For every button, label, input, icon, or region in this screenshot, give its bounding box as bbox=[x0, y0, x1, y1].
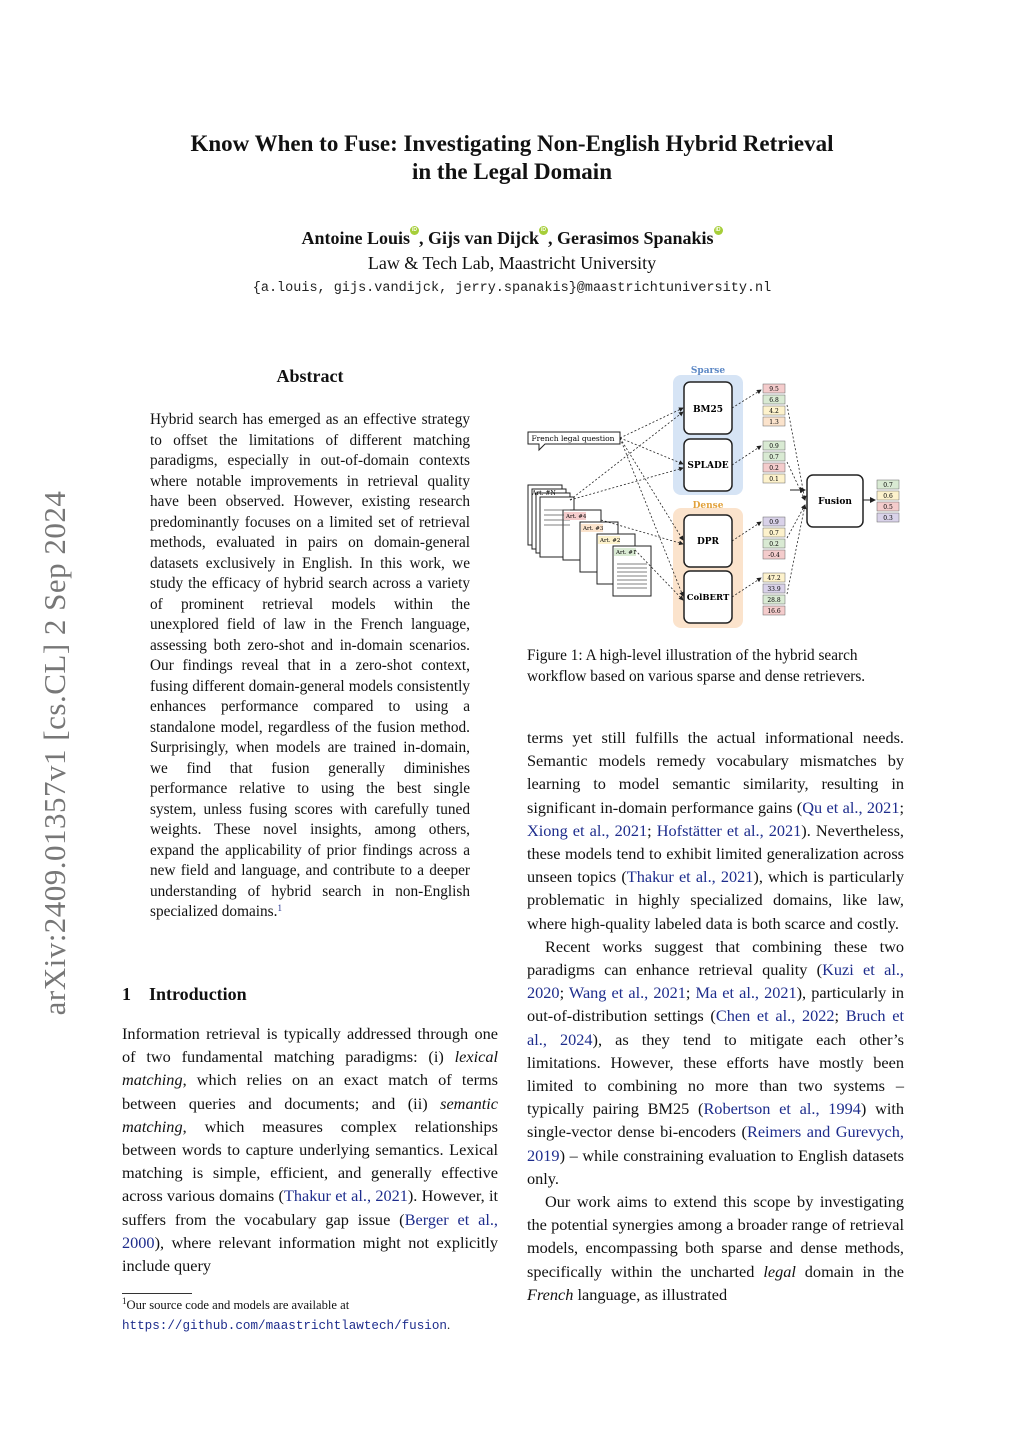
orcid-icon[interactable]: iD bbox=[715, 227, 721, 233]
text-run: ), which is particularly problematic in highly specialized domains, like law, where high-quality labeled data is both scarce and costly. bbox=[527, 867, 904, 933]
citation-link[interactable]: Xiong et al., 2021 bbox=[527, 820, 648, 840]
intro-paragraph bbox=[122, 1022, 498, 1277]
paragraph bbox=[527, 1190, 904, 1306]
article-label: Art. #1 bbox=[616, 550, 637, 556]
abstract-heading: Abstract bbox=[276, 366, 344, 386]
score-value: 0.7 bbox=[769, 530, 779, 537]
footnote-text: Our source code and models are available at bbox=[126, 1298, 350, 1312]
score-value: 16.6 bbox=[767, 608, 781, 615]
text-run: ), as they tend to mitigate each other’s limitations. However, these efforts have mostly been limited to combining no more than two systems – typically pairing BM25 ( bbox=[527, 1029, 904, 1119]
sparse-label: Sparse bbox=[690, 366, 726, 376]
citation-link[interactable]: Reimers and Gurevych, 2019 bbox=[527, 1122, 904, 1165]
article-label: Art. #N bbox=[532, 490, 556, 497]
orcid-icon[interactable]: iD bbox=[541, 227, 546, 233]
text-run: ), where relevant information might not explicitly include query bbox=[122, 1232, 498, 1276]
score-value: 47.2 bbox=[767, 575, 781, 582]
section-title: Introduction bbox=[149, 984, 247, 1004]
emphasis-lexical: lexical matching bbox=[122, 1047, 498, 1090]
score-value: 0.2 bbox=[769, 465, 779, 472]
document-stack bbox=[528, 485, 651, 596]
footnote-mark[interactable]: 1 bbox=[277, 903, 282, 913]
citation-link[interactable]: Ma et al., 2021 bbox=[695, 983, 797, 1003]
orcid-icon[interactable]: iD bbox=[411, 227, 417, 233]
text-run: ; bbox=[685, 983, 696, 1003]
emphasis-semantic: semantic matching bbox=[122, 1093, 498, 1136]
score-value: 28.8 bbox=[767, 597, 781, 604]
text-run: Our work aims to extend this scope by investigating the potential synergies among a broader range of retrieval models, encompassing both sparse and dense methods, specifically within the uncharted bbox=[527, 1192, 904, 1281]
citation-link[interactable]: Kuzi et al., 2020 bbox=[527, 960, 904, 1003]
text-run: ) with single-vector dense bi-encoders ( bbox=[527, 1099, 905, 1142]
arxiv-identifier: arXiv:2409.01357v1 [cs.CL] 2 Sep 2024 bbox=[37, 490, 72, 1015]
figure-caption: Figure 1: A high-level illustration of the hybrid search workflow based on various sparse and dense retrievers. bbox=[527, 647, 866, 685]
score-value: 0.9 bbox=[769, 519, 779, 526]
text-run: ; bbox=[899, 797, 904, 817]
author-list bbox=[112, 228, 912, 249]
text-run: language, as illustrated bbox=[573, 1284, 728, 1304]
bm25-label: BM25 bbox=[692, 405, 724, 415]
author-separator: , bbox=[418, 228, 428, 248]
colbert-label: ColBERT bbox=[686, 593, 730, 603]
score-value: 0.7 bbox=[883, 482, 893, 489]
right-column-text bbox=[527, 726, 904, 1306]
text-run: ), particularly in out-of-distribution settings ( bbox=[527, 983, 904, 1026]
paper-title bbox=[112, 130, 912, 186]
citation-link[interactable]: Qu et al., 2021 bbox=[802, 797, 900, 817]
score-value: 0.3 bbox=[883, 515, 893, 522]
article-label: Art. #4 bbox=[566, 514, 587, 520]
text-run: Recent works suggest that combining these two paradigms can enhance retrieval quality ( bbox=[527, 936, 904, 980]
figure-1 bbox=[525, 360, 910, 635]
score-value: 0.6 bbox=[883, 493, 893, 500]
citation-link[interactable]: Wang et al., 2021 bbox=[568, 983, 686, 1003]
hybrid-search-diagram bbox=[525, 360, 910, 635]
splade-label: SPLADE bbox=[687, 461, 729, 471]
abstract-paragraph: Hybrid search has emerged as an effective strategy to offset the limitations of different matching paradigms, especially in out-of-domain contexts where notable improvements in retrieval quality have been observed. However, existing research predominantly focuses on a limited set of retrieval methods, evaluated in pairs on domain-general datasets exclusively in English. In this work, we study the efficacy of hybrid search across a variety of prominent retrieval models within the unexplored field of law in the French language, assessing both zero-shot and in-domain scenarios. Our findings reveal that in a zero-shot context, fusing different domain-general models consistently enhances performance compared to using a standalone model, regardless of the fusion method. Surprisingly, when models are trained in-domain, we find that fusion generally diminishes performance relative to using the best single system, unless fusing scores with carefully tuned weights. These novel insights, among others, expand the applicability of prior findings across a new field and language, and contribute to a deeper understanding of hybrid search in non-English specialized domains. bbox=[150, 411, 470, 920]
author-name: Gerasimos Spanakis bbox=[557, 228, 714, 248]
section-heading bbox=[122, 984, 247, 1005]
citation-link[interactable]: Thakur et al., 2021 bbox=[626, 867, 754, 887]
score-value: 4.2 bbox=[769, 408, 779, 415]
text-run: ; bbox=[834, 1006, 846, 1026]
footnote bbox=[122, 1295, 502, 1336]
emphasis-legal: legal bbox=[763, 1261, 796, 1281]
author-name: Antoine Louis bbox=[301, 228, 410, 248]
question-label: French legal question bbox=[531, 434, 615, 443]
text-run: ; bbox=[647, 820, 657, 840]
affiliation: Law & Tech Lab, Maastricht University bbox=[367, 253, 657, 273]
citation-link[interactable]: Thakur et al., 2021 bbox=[283, 1186, 408, 1206]
text-run: domain in the bbox=[795, 1261, 904, 1281]
text-run: terms yet still fulfills the actual informational needs. Semantic models remedy vocabulary mismatches by learning to model semantic similarity, resulting in significant in-domain performance gains ( bbox=[527, 728, 904, 817]
article-label: Art. #2 bbox=[600, 538, 621, 544]
author-separator: , bbox=[548, 228, 557, 248]
author-emails: {a.louis, gijs.vandijck, jerry.spanakis}@maastrichtuniversity.nl bbox=[252, 281, 772, 296]
text-run: ) – while constraining evaluation to English datasets only. bbox=[527, 1145, 904, 1188]
article-label: Art. #3 bbox=[583, 526, 604, 532]
score-value: -0.4 bbox=[768, 552, 780, 559]
citation-link[interactable]: Bruch et al., 2024 bbox=[527, 1006, 905, 1049]
text-run: , which measures complex relationships between words to capture underlying semantics. Lexical matching is simple, efficient, and generally effective across various domains ( bbox=[122, 1116, 498, 1206]
fusion-label: Fusion bbox=[818, 497, 852, 507]
score-value: 0.5 bbox=[883, 504, 893, 511]
citation-link[interactable]: Hofstätter et al., 2021 bbox=[656, 820, 802, 840]
text-run: ; bbox=[559, 983, 569, 1003]
score-value: 33.9 bbox=[767, 586, 781, 593]
score-value: 0.7 bbox=[769, 454, 779, 461]
author-name: Gijs van Dijck bbox=[427, 228, 539, 248]
title-line-1: Know When to Fuse: Investigating Non-English Hybrid Retrieval bbox=[190, 131, 834, 156]
title-line-2: in the Legal Domain bbox=[412, 159, 612, 184]
abstract-text bbox=[150, 410, 470, 923]
score-value: 0.2 bbox=[769, 541, 779, 548]
footnote-url[interactable]: https://github.com/maastrichtlawtech/fusion bbox=[122, 1319, 447, 1333]
text-run: , which relies on an exact match of terms between queries and documents; and (ii) bbox=[122, 1070, 498, 1113]
score-value: 0.9 bbox=[769, 443, 779, 450]
score-value: 6.8 bbox=[769, 397, 779, 404]
citation-link[interactable]: Chen et al., 2022 bbox=[715, 1006, 835, 1026]
footnote-divider bbox=[122, 1293, 192, 1294]
paragraph bbox=[527, 728, 904, 933]
text-run: ). Nevertheless, these models tend to exhibit limited generalization across unseen topics ( bbox=[527, 820, 905, 887]
section-number: 1 bbox=[122, 984, 131, 1004]
score-value: 9.5 bbox=[769, 386, 779, 393]
paragraph bbox=[527, 935, 904, 1190]
text-run: ). However, it suffers from the vocabulary gap issue ( bbox=[122, 1186, 498, 1229]
citation-link[interactable]: Robertson et al., 1994 bbox=[703, 1099, 861, 1119]
citation-link[interactable]: Berger et al., 2000 bbox=[122, 1209, 498, 1252]
score-value: 0.1 bbox=[769, 476, 779, 483]
text-run: Information retrieval is typically addressed through one of two fundamental matching paradigms: (i) bbox=[122, 1024, 498, 1067]
emphasis-french: French bbox=[527, 1284, 574, 1304]
arxiv-sidebar bbox=[30, 460, 80, 1045]
footnote-end: . bbox=[446, 1318, 451, 1332]
footnote-number: 1 bbox=[122, 1296, 127, 1306]
dense-label: Dense bbox=[692, 501, 724, 511]
score-value: 1.3 bbox=[769, 419, 779, 426]
dpr-label: DPR bbox=[696, 537, 720, 547]
